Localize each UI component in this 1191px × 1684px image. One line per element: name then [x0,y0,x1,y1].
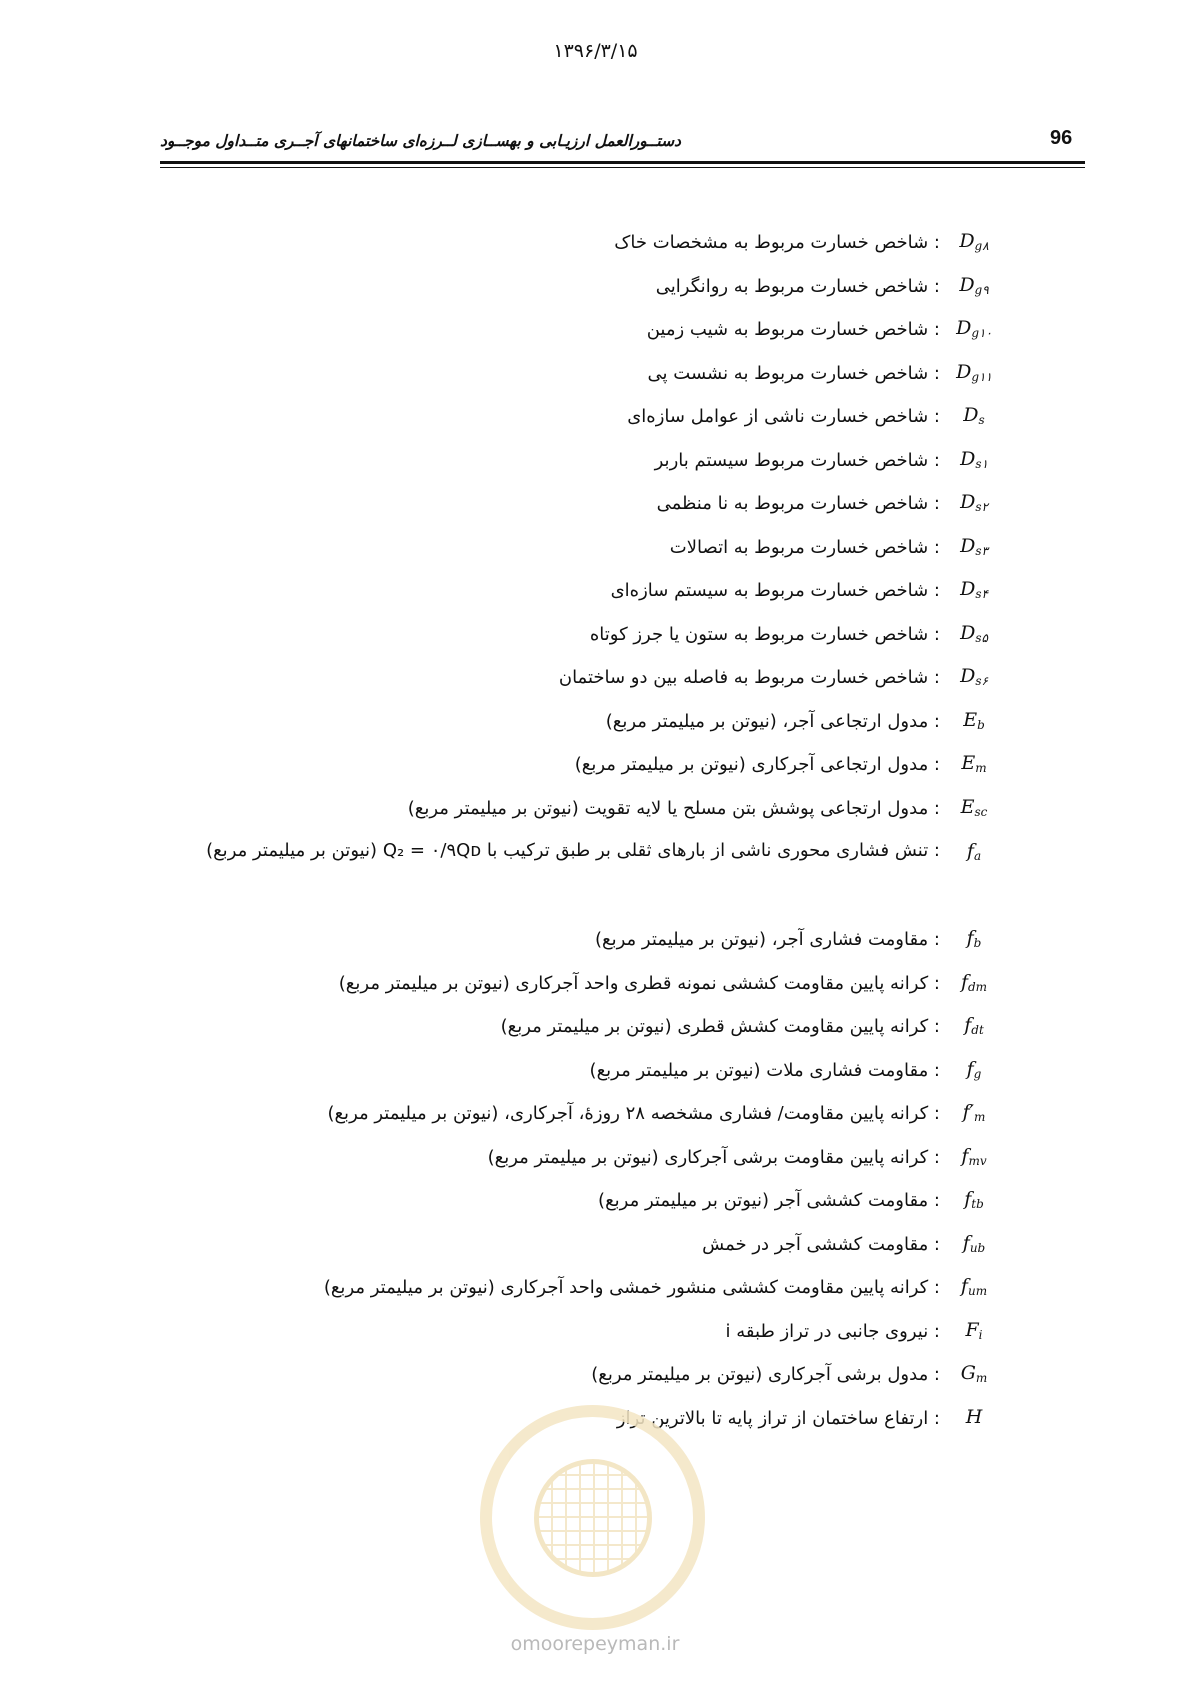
symbol: $f_{um}$ [960,1275,988,1298]
symbol-entry [180,361,1080,407]
symbol: $D_s$ [963,404,985,427]
symbol-description: : شاخص خسارت مربوط به اتصالات [669,537,940,558]
symbol: $f_g$ [966,1058,982,1081]
symbol: $f_{mv}$ [961,1145,987,1168]
symbol: $D_{s۶}$ [960,665,988,688]
symbol-description: : شاخص خسارت مربوط به نا منظمی [656,493,940,514]
symbol-description: : کرانه پایین مقاومت کششی منشور خمشی واحد آجرکاری (نیوتن بر میلیمتر مربع) [323,1277,940,1298]
symbol-description: : مقاومت فشاری ملات (نیوتن بر میلیمتر مربع) [589,1060,940,1081]
symbol: $D_{g۸}$ [959,230,989,253]
symbol: $D_{s۱}$ [960,448,988,471]
symbol-entry [180,1101,1080,1147]
symbol: $D_{s۵}$ [960,622,988,645]
symbol: $D_{g۹}$ [959,274,989,297]
symbol: $E_m$ [961,752,987,775]
symbol-description: : شاخص خسارت مربوط به روانگرایی [655,276,940,297]
symbol: $f_{tb}$ [964,1188,984,1211]
symbol-entry [180,1362,1080,1408]
symbol-entry [180,971,1080,1017]
symbol-description: : شاخص خسارت مربوط به نشست پی [647,363,940,384]
symbol-entry [180,1014,1080,1060]
symbol-description: : شاخص خسارت مربوط به شیب زمین [646,319,940,340]
symbol-entry [180,709,1080,755]
symbol-entry [180,1188,1080,1234]
symbol-description: : مقاومت کششی آجر در خمش [702,1234,940,1255]
symbol-entry [180,317,1080,363]
symbol-entry [180,1232,1080,1278]
symbol-entry [180,665,1080,711]
page-number: 96 [1050,127,1073,149]
symbol: $D_{s۴}$ [960,578,988,601]
symbol-description: : کرانه پایین مقاومت کشش قطری (نیوتن بر میلیمتر مربع) [500,1016,940,1037]
symbol-description: : مقاومت کششی آجر (نیوتن بر میلیمتر مربع) [598,1190,940,1211]
symbol: $f_b$ [966,927,982,950]
symbol-entry [180,1058,1080,1104]
symbol: $E_b$ [963,709,985,732]
symbol-description: : مدول برشی آجرکاری (نیوتن بر میلیمتر مربع) [591,1364,940,1385]
symbol-entry [180,622,1080,668]
stamp-grid-icon [534,1459,652,1577]
symbol: $f_a$ [966,840,982,863]
symbol-entry [180,1145,1080,1191]
symbol-description: : شاخص خسارت مربوط به ستون یا جرز کوتاه [589,624,940,645]
symbol: $D_{g۱۱}$ [956,361,992,384]
symbol-entry [180,752,1080,798]
symbol: $f'_m$ [962,1101,986,1124]
symbol-description: : کرانه پایین مقاومت/ فشاری مشخصه ۲۸ روزهٔ، آجرکاری، (نیوتن بر میلیمتر مربع) [327,1103,940,1124]
symbol-description: : مقاومت فشاری آجر، (نیوتن بر میلیمتر مربع) [595,929,940,950]
symbol-entry [180,1319,1080,1365]
symbol-description: : تنش فشاری محوری ناشی از بارهای ثقلی بر طبق ترکیب با Q₂ = ۰/۹Qᴅ (نیوتن بر میلیمتر مربع) [206,840,940,861]
symbol-entry [180,927,1080,973]
symbol: $D_{s۲}$ [960,491,988,514]
symbol-entry [180,1275,1080,1321]
document-date: ۱۳۹۶/۳/۱۵ [553,40,638,62]
symbol-description: : کرانه پایین مقاومت برشی آجرکاری (نیوتن بر میلیمتر مربع) [487,1147,940,1168]
symbol-description: : مدول ارتجاعی پوشش بتن مسلح یا لایه تقویت (نیوتن بر میلیمتر مربع) [407,798,940,819]
symbol-entry [180,230,1080,276]
symbol-entry [180,578,1080,624]
symbol-description: : شاخص خسارت ناشی از عوامل سازه‌ای [627,406,940,427]
symbol-entry [180,404,1080,450]
symbol-description: : کرانه پایین مقاومت کششی نمونه قطری واحد آجرکاری (نیوتن بر میلیمتر مربع) [338,973,940,994]
symbol: $F_i$ [965,1319,983,1342]
symbol-entry [180,535,1080,581]
symbol-description: : شاخص خسارت مربوط به مشخصات خاک [614,232,940,253]
symbol: $D_{g۱۰}$ [956,317,992,340]
symbol-description: : شاخص خسارت مربوط سیستم باربر [654,450,940,471]
watermark-site: omoorepeyman.ir [510,1633,680,1655]
symbol: $f_{dt}$ [964,1014,984,1037]
symbol: $D_{s۳}$ [960,535,988,558]
symbol-entry [180,448,1080,494]
symbol-description: : مدول ارتجاعی آجرکاری (نیوتن بر میلیمتر مربع) [574,754,940,775]
symbol: $E_{sc}$ [960,796,988,819]
symbol-entry [180,840,1080,886]
symbol: $G_m$ [960,1362,988,1385]
symbol: $f_{dm}$ [960,971,988,994]
running-header-title: دستــورالعمل ارزیـابی و بهســازی لــرزه‌ای ساختمانهای آجــری متــداول موجــود [160,131,681,150]
symbol-entry [180,491,1080,537]
symbol: $f_{ub}$ [962,1232,986,1255]
symbol: H [965,1406,983,1428]
symbol-description: : نیروی جانبی در تراز طبقه i [725,1321,940,1342]
symbol-entry [180,274,1080,320]
symbol-description: : مدول ارتجاعی آجر، (نیوتن بر میلیمتر مربع) [605,711,940,732]
stamp-logo-icon [480,1405,705,1630]
symbol-description: : شاخص خسارت مربوط به فاصله بین دو ساختمان [558,667,940,688]
symbol-description: : شاخص خسارت مربوط به سیستم سازه‌ای [610,580,940,601]
symbol-description: : ارتفاع ساختمان از تراز پایه تا بالاترین تراز [616,1408,940,1429]
